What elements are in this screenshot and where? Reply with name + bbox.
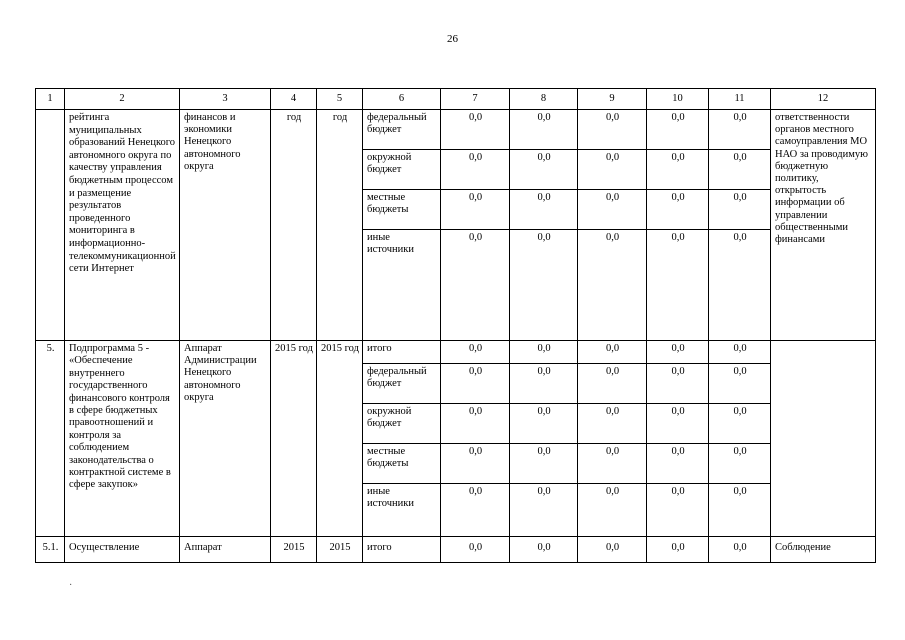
header-col-7: 7 (441, 89, 510, 110)
value-cell: 0,0 (441, 190, 510, 230)
value-cell: 0,0 (578, 150, 647, 190)
value-cell: 0,0 (709, 150, 771, 190)
value-cell: 0,0 (709, 341, 771, 364)
value-cell: 0,0 (578, 484, 647, 537)
value-cell: 0,0 (647, 444, 709, 484)
value-cell: 0,0 (709, 444, 771, 484)
value-cell: 0,0 (647, 484, 709, 537)
value-cell: 0,0 (578, 537, 647, 563)
value-cell: 0,0 (510, 110, 578, 150)
funding-source: федеральный бюджет (363, 364, 441, 404)
value-cell: 0,0 (709, 230, 771, 341)
value-cell: 0,0 (647, 341, 709, 364)
table-row (36, 341, 876, 364)
value-cell: 0,0 (709, 110, 771, 150)
value-cell: 0,0 (647, 110, 709, 150)
table-row (36, 110, 876, 150)
value-cell: 0,0 (709, 190, 771, 230)
funding-source: иные источники (363, 484, 441, 537)
header-col-11: 11 (709, 89, 771, 110)
executor: Аппарат Администрации Ненецкого автономного округа (180, 341, 271, 537)
value-cell: 0,0 (441, 484, 510, 537)
row-number: 5. (36, 341, 65, 537)
funding-source: федеральный бюджет (363, 110, 441, 150)
scan-speck: · (69, 580, 73, 591)
funding-source: окружной бюджет (363, 404, 441, 444)
value-cell: 0,0 (510, 537, 578, 563)
value-cell: 0,0 (510, 444, 578, 484)
value-cell: 0,0 (510, 404, 578, 444)
value-cell: 0,0 (647, 190, 709, 230)
executor: Аппарат (180, 537, 271, 563)
funding-source: иные источники (363, 230, 441, 341)
value-cell: 0,0 (510, 230, 578, 341)
start-year: 2015 год (271, 341, 317, 537)
value-cell: 0,0 (510, 364, 578, 404)
value-cell: 0,0 (441, 364, 510, 404)
expected-result (771, 341, 876, 364)
value-cell: 0,0 (578, 364, 647, 404)
expected-result: ответственности органов местного самоуправления МО НАО за проводимую бюджетную политику, открытость информации об управлении общественными финансами (771, 110, 876, 341)
row-number: 5.1. (36, 537, 65, 563)
header-col-2: 2 (65, 89, 180, 110)
end-year: 2015 (317, 537, 363, 563)
value-cell: 0,0 (709, 404, 771, 444)
funding-source: окружной бюджет (363, 150, 441, 190)
value-cell: 0,0 (441, 444, 510, 484)
value-cell: 0,0 (647, 150, 709, 190)
value-cell: 0,0 (709, 364, 771, 404)
value-cell: 0,0 (709, 537, 771, 563)
value-cell: 0,0 (510, 150, 578, 190)
funding-source: итого (363, 537, 441, 563)
header-row (36, 89, 876, 110)
value-cell: 0,0 (441, 230, 510, 341)
value-cell: 0,0 (647, 364, 709, 404)
executor: финансов и экономики Ненецкого автономного округа (180, 110, 271, 341)
value-cell: 0,0 (578, 444, 647, 484)
funding-source: местные бюджеты (363, 190, 441, 230)
value-cell: 0,0 (647, 230, 709, 341)
header-col-4: 4 (271, 89, 317, 110)
value-cell: 0,0 (441, 110, 510, 150)
value-cell: 0,0 (647, 404, 709, 444)
value-cell: 0,0 (510, 484, 578, 537)
header-col-8: 8 (510, 89, 578, 110)
header-col-3: 3 (180, 89, 271, 110)
value-cell: 0,0 (578, 404, 647, 444)
activity-name: рейтинга муниципальных образований Ненецкого автономного округа по качеству управления бюджетным процессом и размещение результатов проведенного мониторинга в информационно-телекоммуникационной сети Интернет (65, 110, 180, 341)
row-number (36, 110, 65, 341)
header-col-5: 5 (317, 89, 363, 110)
budget-table (35, 88, 876, 563)
value-cell: 0,0 (441, 537, 510, 563)
value-cell: 0,0 (578, 230, 647, 341)
value-cell: 0,0 (578, 341, 647, 364)
activity-name: Подпрограмма 5 - «Обеспечение внутреннего государственного финансового контроля в сфере бюджетных правоотношений и контроля за соблюдением законодательства о контрактной системе в сфере закупок» (65, 341, 180, 537)
value-cell: 0,0 (441, 404, 510, 444)
value-cell: 0,0 (709, 484, 771, 537)
header-col-10: 10 (647, 89, 709, 110)
start-year: год (271, 110, 317, 341)
value-cell: 0,0 (441, 150, 510, 190)
value-cell: 0,0 (441, 341, 510, 364)
start-year: 2015 (271, 537, 317, 563)
value-cell: 0,0 (578, 190, 647, 230)
header-col-12: 12 (771, 89, 876, 110)
expected-result-empty (771, 364, 876, 537)
funding-source: местные бюджеты (363, 444, 441, 484)
page-number: 26 (447, 33, 458, 45)
end-year: 2015 год (317, 341, 363, 537)
value-cell: 0,0 (510, 341, 578, 364)
header-col-1: 1 (36, 89, 65, 110)
table-row (36, 537, 876, 563)
value-cell: 0,0 (510, 190, 578, 230)
value-cell: 0,0 (647, 537, 709, 563)
funding-source: итого (363, 341, 441, 364)
end-year: год (317, 110, 363, 341)
header-col-6: 6 (363, 89, 441, 110)
header-col-9: 9 (578, 89, 647, 110)
expected-result: Соблюдение (771, 537, 876, 563)
value-cell: 0,0 (578, 110, 647, 150)
activity-name: Осуществление (65, 537, 180, 563)
